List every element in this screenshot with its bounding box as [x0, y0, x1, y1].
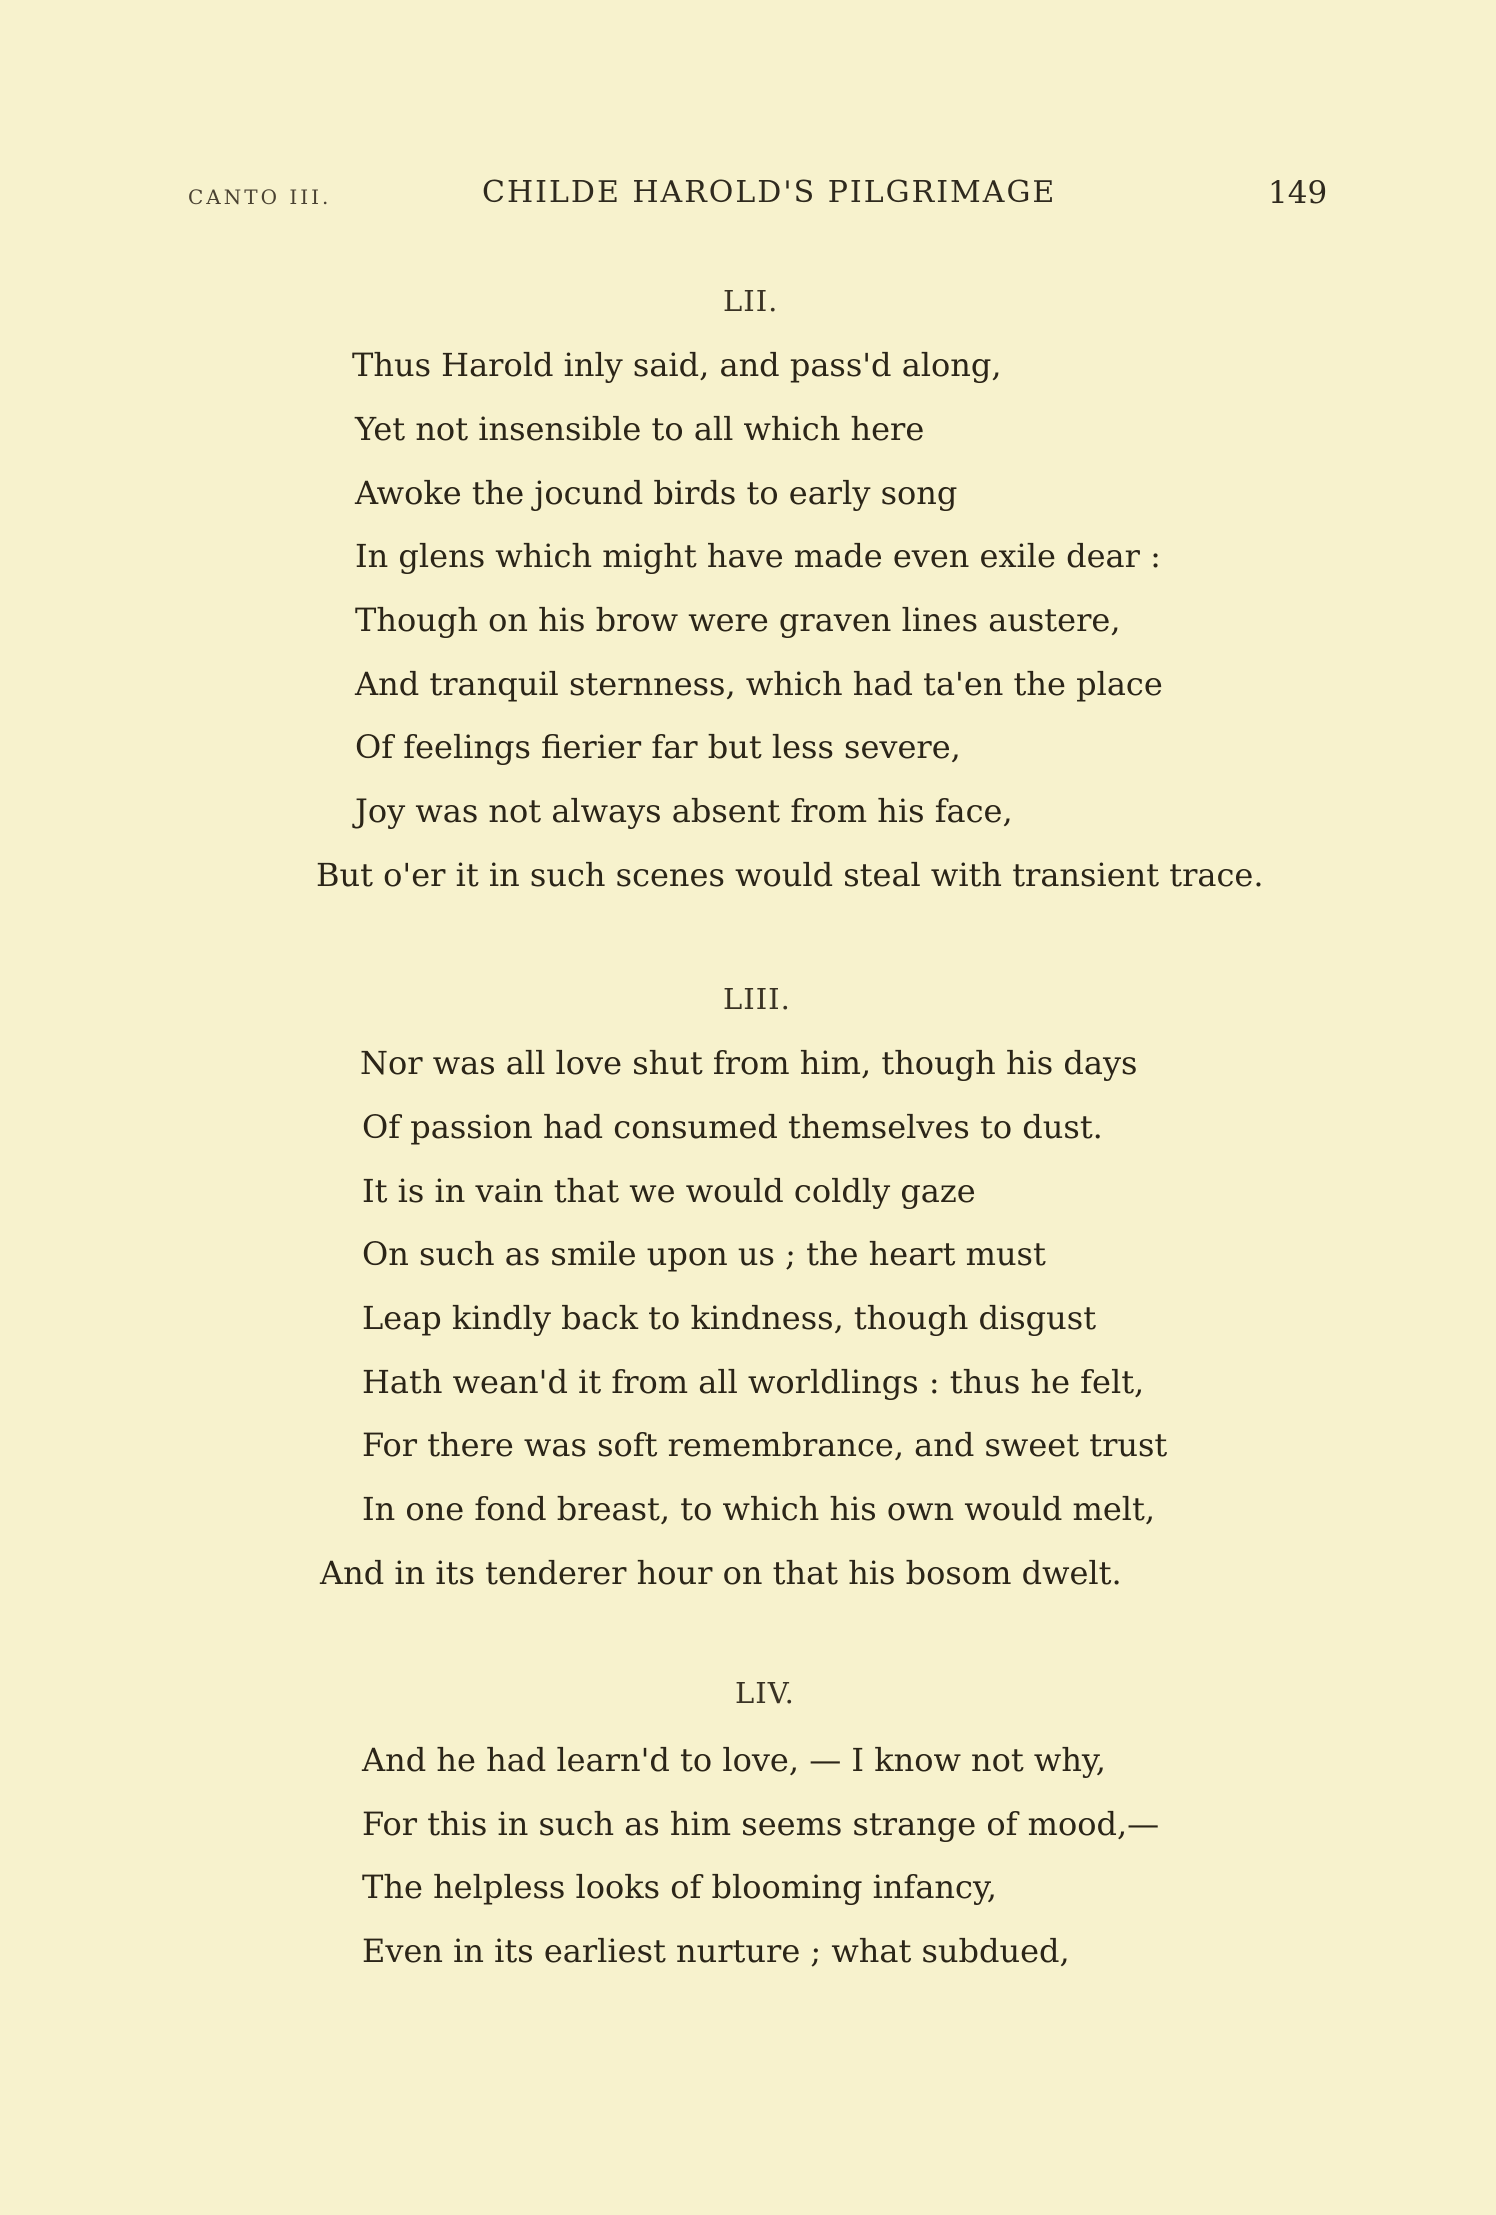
- verse-line: Awoke the jocund birds to early song: [355, 474, 958, 512]
- verse-line: Thus Harold inly said, and pass'd along,: [352, 346, 1002, 384]
- verse-line: The helpless looks of blooming infancy,: [362, 1868, 997, 1906]
- stanza-number: LIV.: [735, 1676, 795, 1710]
- verse-line: And he had learn'd to love, — I know not why,: [362, 1741, 1106, 1779]
- stanza-number: LIII.: [723, 982, 791, 1016]
- stanza-number: LII.: [723, 284, 779, 318]
- canto-label: CANTO III.: [188, 185, 332, 209]
- verse-line: Hath wean'd it from all worldlings : thus he felt,: [362, 1363, 1145, 1401]
- verse-line: But o'er it in such scenes would steal with transient trace.: [316, 856, 1264, 894]
- verse-line: For there was soft remembrance, and sweet trust: [362, 1426, 1168, 1464]
- verse-line: And tranquil sternness, which had ta'en the place: [355, 665, 1163, 703]
- verse-line: Though on his brow were graven lines austere,: [355, 601, 1121, 639]
- verse-line: On such as smile upon us ; the heart must: [362, 1235, 1046, 1273]
- verse-line: It is in vain that we would coldly gaze: [362, 1172, 976, 1210]
- page-number: 149: [1268, 175, 1328, 211]
- verse-line: Nor was all love shut from him, though his days: [360, 1044, 1138, 1082]
- verse-line: In one fond breast, to which his own would melt,: [362, 1490, 1156, 1528]
- verse-line: Leap kindly back to kindness, though disgust: [362, 1299, 1097, 1337]
- verse-line: Yet not insensible to all which here: [355, 410, 925, 448]
- running-head: [0, 175, 1496, 220]
- verse-line: Of feelings fierier far but less severe,: [355, 728, 961, 766]
- verse-line: In glens which might have made even exile dear :: [355, 537, 1161, 575]
- verse-line: Of passion had consumed themselves to dust.: [362, 1108, 1103, 1146]
- verse-line: Joy was not always absent from his face,: [355, 792, 1013, 830]
- verse-line: For this in such as him seems strange of mood,—: [362, 1805, 1160, 1843]
- verse-line: Even in its earliest nurture ; what subdued,: [362, 1932, 1070, 1970]
- verse-line: And in its tenderer hour on that his bosom dwelt.: [320, 1554, 1122, 1592]
- book-title: CHILDE HAROLD'S PILGRIMAGE: [482, 175, 1057, 210]
